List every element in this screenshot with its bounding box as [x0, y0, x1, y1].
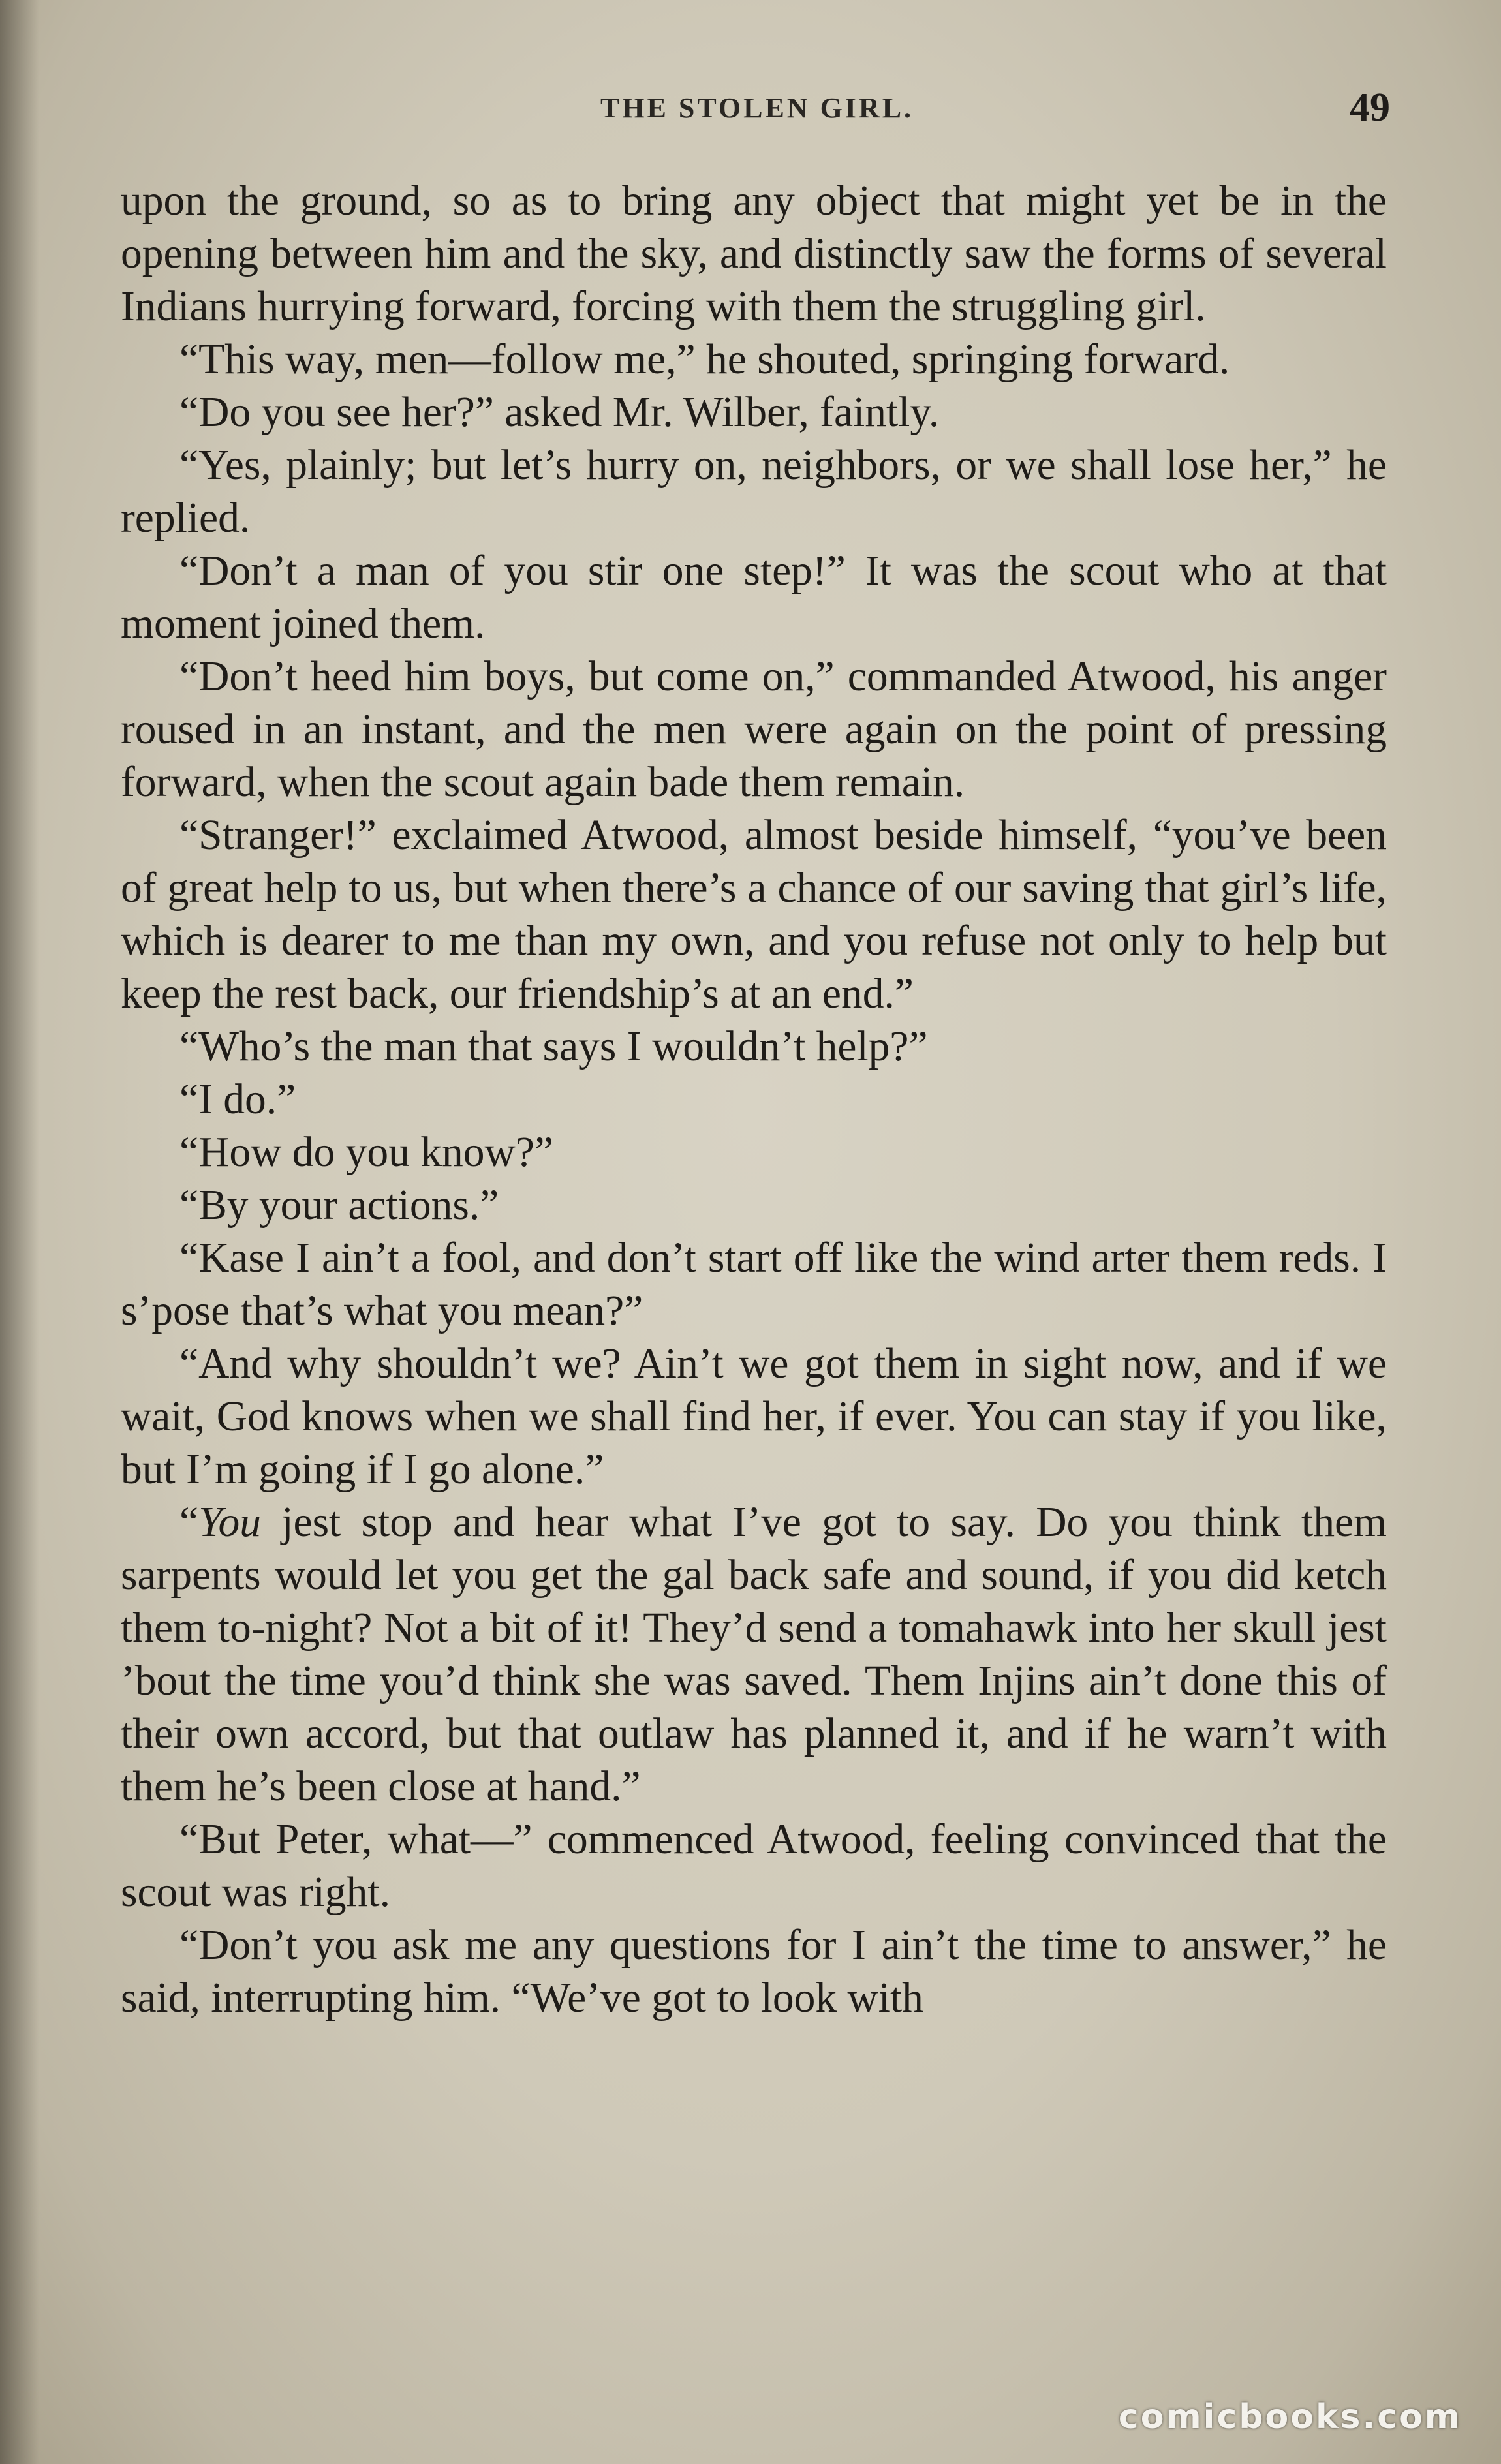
page-header: [124, 85, 1390, 137]
paragraph: “How do you know?”: [179, 1129, 553, 1176]
paragraph: “Stranger!” exclaimed Atwood, almost beside himself, “you’ve been of great help to us, but when there’s a chance of our saving that girl’s life, which is dearer to me than my own, and you refuse not only to help but keep the rest back, our friendship’s at an end.”: [121, 812, 1387, 1017]
paragraph: “Who’s the man that says I wouldn’t help?”: [179, 1023, 928, 1070]
paragraph-rest: jest stop and hear what I’ve got to say. Do you think them sarpents would let you get the gal back safe and sound, if you did ketch them to-night? Not a bit of it! They’d send a tomahawk into her skull jest ’bout the time you’d think she was saved. Them Injins ain’t done this of their own accord, but that outlaw has planned it, and if he warn’t with them he’s been close at hand.”: [121, 1499, 1387, 1810]
paragraph: “And why shouldn’t we? Ain’t we got them in sight now, and if we wait, God knows when we shall find her, if ever. You can stay if you like, but I’m going if I go alone.”: [121, 1340, 1387, 1493]
paragraph: “Don’t a man of you stir one step!” It was the scout who at that moment joined them.: [121, 547, 1387, 647]
open-quote: “: [179, 1499, 199, 1546]
body-text: [121, 175, 1387, 2025]
paragraph: “Don’t you ask me any questions for I ain’t the time to answer,” he said, interrupting him. “We’ve got to look with: [121, 1922, 1387, 2022]
paragraph: upon the ground, so as to bring any object that might yet be in the opening between him and the sky, and distinctly saw the forms of several Indians hurrying forward, forcing with them the struggling girl.: [121, 177, 1387, 330]
paragraph: “But Peter, what—” commenced Atwood, feeling convinced that the scout was right.: [121, 1816, 1387, 1916]
paragraph: “I do.”: [179, 1076, 296, 1123]
paragraph: “Don’t heed him boys, but come on,” commanded Atwood, his anger roused in an instant, and the men were again on the point of pressing forward, when the scout again bade them remain.: [121, 653, 1387, 806]
paragraph: “Do you see her?” asked Mr. Wilber, faintly.: [179, 389, 940, 436]
paragraph: “Kase I ain’t a fool, and don’t start off like the wind arter them reds. I s’pose that’s what you mean?”: [121, 1235, 1387, 1334]
paragraph: “By your actions.”: [179, 1182, 499, 1229]
paragraph: “This way, men—follow me,” he shouted, springing forward.: [179, 336, 1230, 383]
watermark: comicbooks.com: [1118, 2397, 1462, 2437]
italic-word: You: [198, 1499, 261, 1546]
paragraph: “Yes, plainly; but let’s hurry on, neighbors, or we shall lose her,” he replied.: [121, 442, 1387, 542]
page-number: 49: [1350, 85, 1390, 130]
paragraph-italic-lead: [121, 1496, 1387, 1813]
running-head: THE STOLEN GIRL.: [600, 92, 914, 124]
gutter-shadow: [0, 0, 39, 2464]
